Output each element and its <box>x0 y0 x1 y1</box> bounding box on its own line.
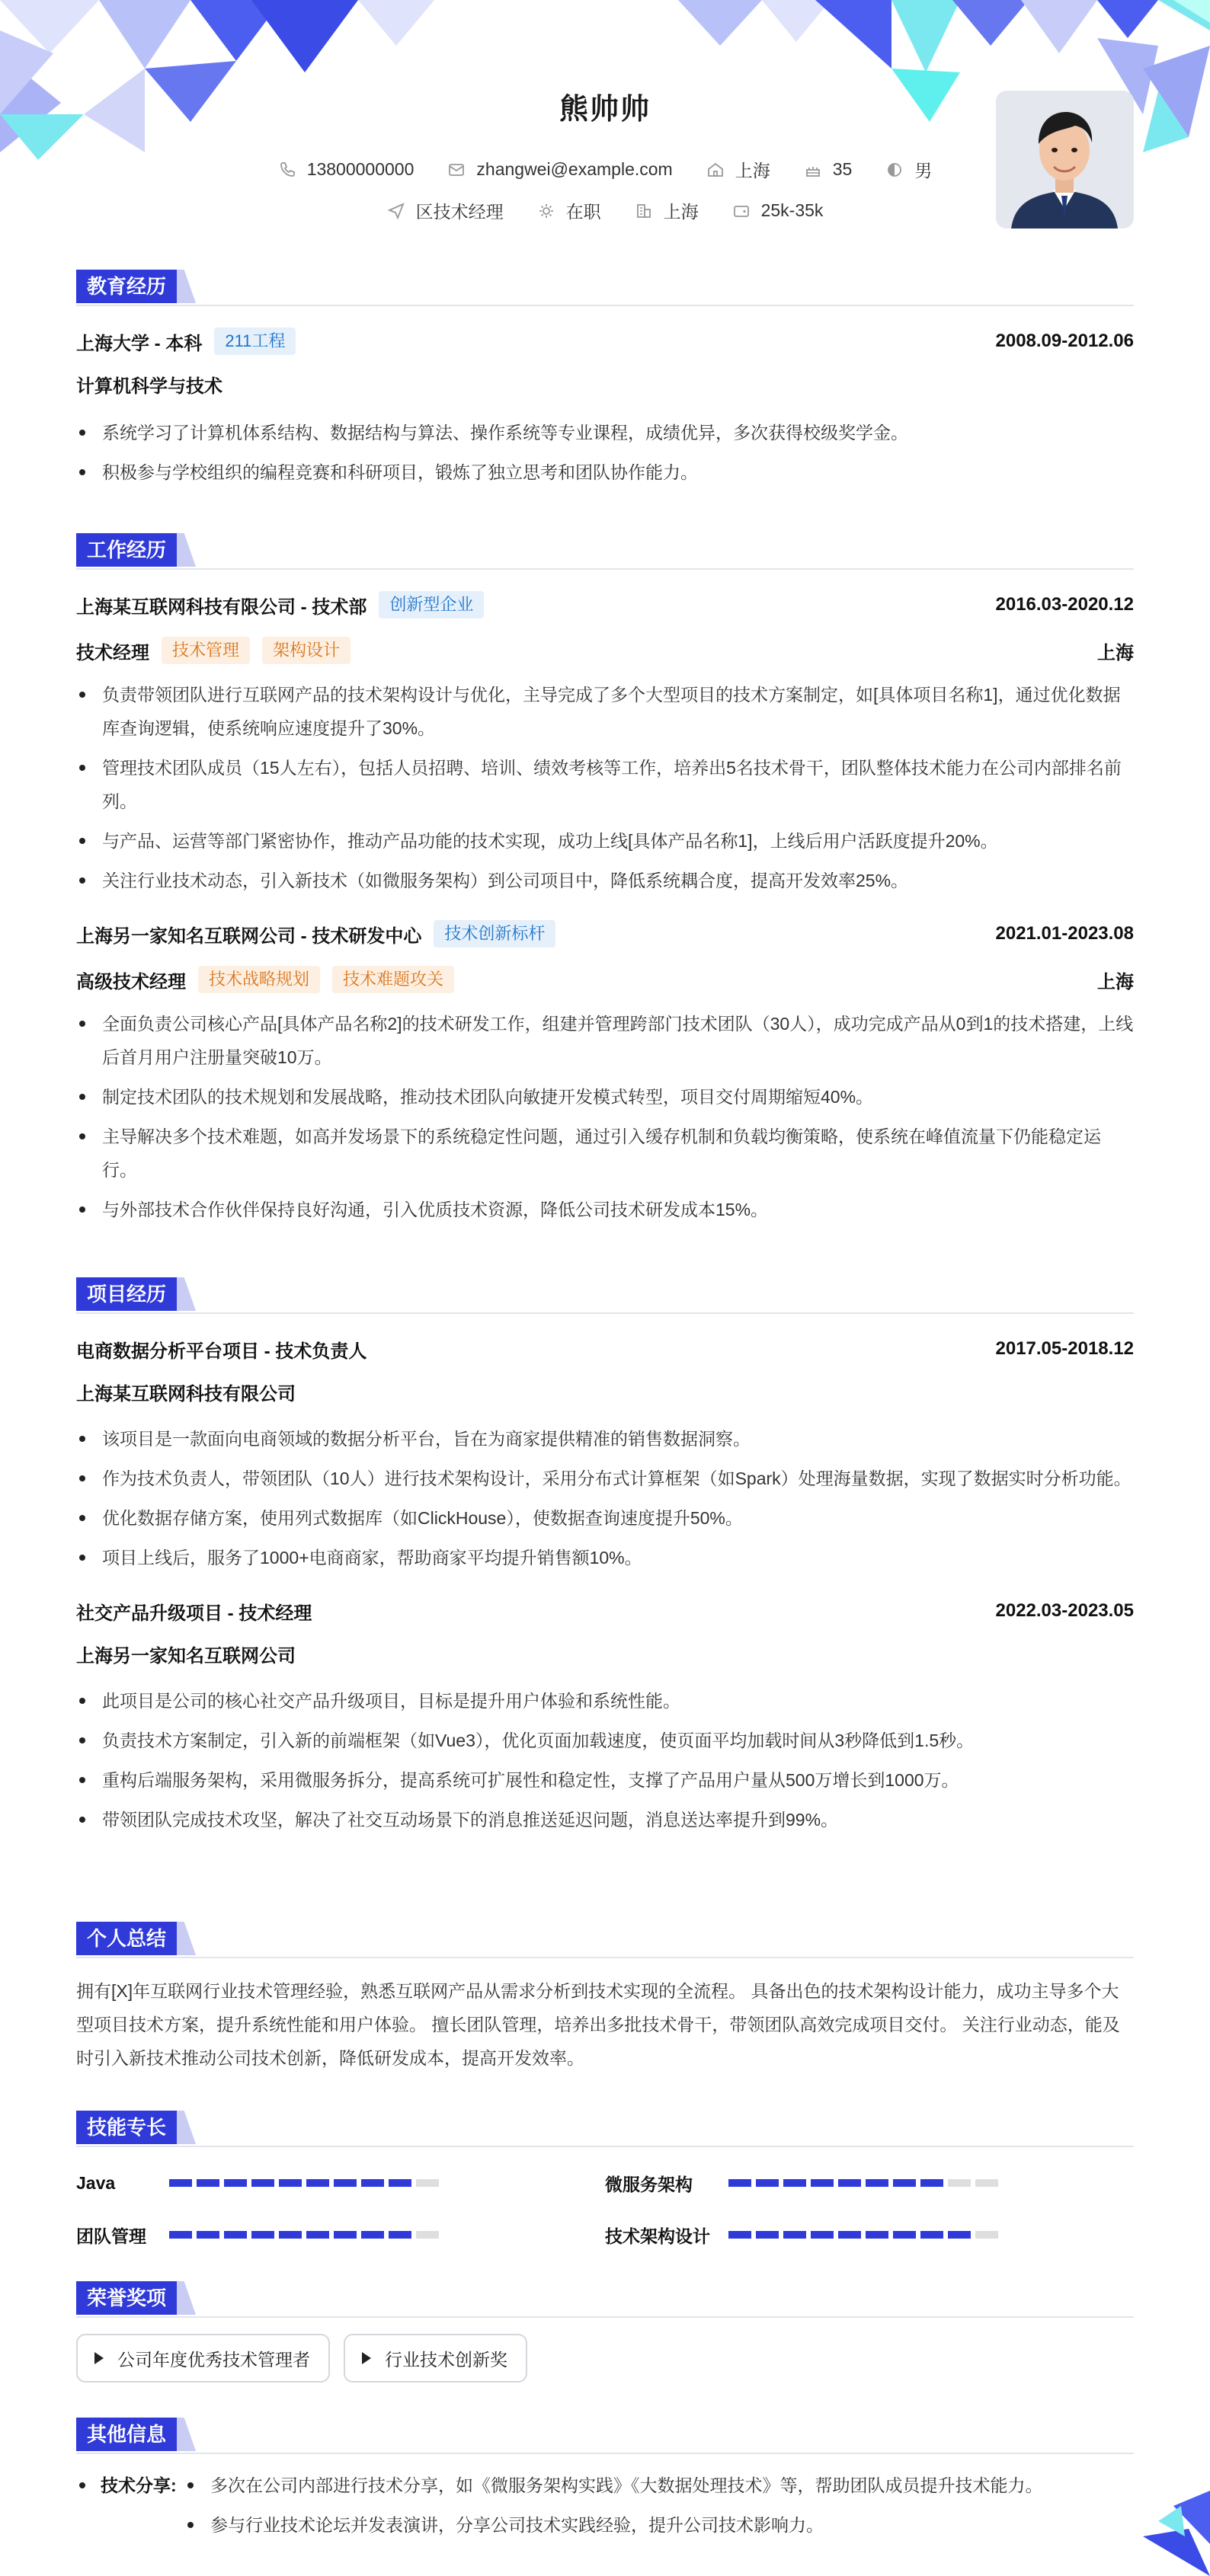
skill-segment-filled <box>169 2179 192 2187</box>
status-gear-icon <box>537 202 555 220</box>
tech-sharing-list <box>183 2466 1043 2545</box>
skill-segment-filled <box>920 2231 943 2239</box>
skill-name: 技术架构设计 <box>605 2226 710 2246</box>
triangle-icon <box>362 2352 371 2364</box>
skill-segment-empty <box>416 2179 439 2187</box>
skill-item <box>605 2209 1134 2261</box>
job-city: 上海 <box>1097 642 1134 663</box>
skill-level-bar <box>728 2231 1003 2239</box>
project-bullets <box>76 1684 1134 1836</box>
other-title: 其他信息 <box>76 2418 177 2451</box>
list-item: 全面负责公司核心产品[具体产品名称2]的技术研发工作，组建并管理跨部门技术团队（30人），成功完成产品从0到1的技术搭建，上线后首月用户注册量突破10万。 <box>76 1007 1134 1074</box>
heading-divider <box>76 2453 1134 2454</box>
target-city-item <box>635 198 699 223</box>
skill-segment-filled <box>756 2231 779 2239</box>
triangle-icon <box>94 2352 104 2364</box>
skill-segment-filled <box>838 2231 861 2239</box>
heading-divider <box>76 568 1134 570</box>
work-heading <box>76 531 1134 569</box>
project-name: 社交产品升级项目 - 技术经理 <box>76 1603 312 1624</box>
skill-segment-filled <box>361 2231 384 2239</box>
skills-grid <box>76 2157 1134 2261</box>
major: 计算机科学与技术 <box>76 376 222 397</box>
list-item: 优化数据存储方案，使用列式数据库（如ClickHouse），使数据查询速度提升50%。 <box>76 1501 1134 1535</box>
education-heading <box>76 267 1134 305</box>
heading-tail <box>174 270 196 303</box>
list-item: 负责带领团队进行互联网产品的技术架构设计与优化，主导完成了多个大型项目的技术方案制定，如[具体项目名称1]，通过优化数据库查询逻辑，使系统响应速度提升了30%。 <box>76 678 1134 745</box>
project-name: 电商数据分析平台项目 - 技术负责人 <box>76 1341 367 1362</box>
projects-title: 项目经历 <box>76 1277 177 1311</box>
skill-segment-filled <box>728 2231 751 2239</box>
list-item: 带领团队完成技术攻坚，解决了社交互动场景下的消息推送延迟问题，消息送达率提升到99%。 <box>76 1803 1134 1836</box>
job-city: 上海 <box>1097 971 1134 992</box>
heading-divider <box>76 1957 1134 1958</box>
awards-list <box>76 2334 1134 2383</box>
heading-tail <box>174 1277 196 1311</box>
skill-segment-filled <box>251 2231 274 2239</box>
position-text: 区技术经理 <box>415 202 504 222</box>
skill-item <box>605 2157 1134 2209</box>
role-tag: 技术战略规划 <box>198 966 320 993</box>
skill-segment-filled <box>389 2179 411 2187</box>
location-item <box>706 157 770 182</box>
list-item: 该项目是一款面向电商领域的数据分析平台，旨在为商家提供精准的销售数据洞察。 <box>76 1422 1134 1456</box>
skill-segment-filled <box>334 2231 357 2239</box>
heading-divider <box>76 2146 1134 2147</box>
list-item: 制定技术团队的技术规划和发展战略，推动技术团队向敏捷开发模式转型，项目交付周期缩短40%。 <box>76 1080 1134 1114</box>
education-section <box>76 267 1134 495</box>
role-tag: 技术管理 <box>162 637 250 664</box>
awards-section <box>76 2279 1134 2383</box>
project-company: 上海另一家知名互联网公司 <box>76 1646 296 1667</box>
location-text: 上海 <box>735 161 770 181</box>
list-item: 负责技术方案制定，引入新的前端框架（如Vue3），优化页面加载速度，使页面平均加载时间从3秒降低到1.5秒。 <box>76 1724 1134 1757</box>
phone-item <box>278 159 415 180</box>
salary-item <box>732 200 824 221</box>
list-item: 管理技术团队成员（15人左右），包括人员招聘、培训、绩效考核等工作，培养出5名技术骨干，团队整体技术能力在公司内部排名前列。 <box>76 751 1134 818</box>
summary-section <box>76 1919 1134 2075</box>
heading-tail <box>174 533 196 567</box>
skill-segment-filled <box>389 2231 411 2239</box>
skill-level-bar <box>169 2231 443 2239</box>
skill-segment-filled <box>811 2231 834 2239</box>
project-date: 2017.05-2018.12 <box>995 1338 1134 1359</box>
projects-section <box>76 1275 1134 1843</box>
mail-icon <box>447 161 466 179</box>
projects-heading <box>76 1275 1134 1313</box>
list-item: 与外部技术合作伙伴保持良好沟通，引入优质技术资源，降低公司技术研发成本15%。 <box>76 1193 1134 1226</box>
salary-text: 25k-35k <box>760 200 824 220</box>
skill-name: 团队管理 <box>76 2226 146 2246</box>
list-item: 参与行业技术论坛并发表演讲，分享公司技术实践经验，提升公司技术影响力。 <box>183 2505 1043 2545</box>
skill-segment-filled <box>279 2179 302 2187</box>
list-item: 项目上线后，服务了1000+电商商家，帮助商家平均提升销售额10%。 <box>76 1541 1134 1574</box>
project-bullets <box>76 1422 1134 1574</box>
education-title: 教育经历 <box>76 270 177 303</box>
work-title: 工作经历 <box>76 533 177 567</box>
wallet-icon <box>732 202 751 220</box>
list-item: 重构后端服务架构，采用微服务拆分，提高系统可扩展性和稳定性，支撑了产品用户量从500万增长到1000万。 <box>76 1763 1134 1797</box>
award-chip <box>344 2334 527 2383</box>
phone-icon <box>278 161 296 179</box>
summary-heading <box>76 1919 1134 1958</box>
role-tag: 架构设计 <box>262 637 351 664</box>
building-icon <box>635 202 653 220</box>
awards-heading <box>76 2279 1134 2317</box>
skills-title: 技能专长 <box>76 2111 177 2144</box>
education-bullets <box>76 416 1134 489</box>
project-entry <box>76 1588 1134 1836</box>
heading-divider <box>76 2316 1134 2318</box>
gender-item <box>885 157 932 182</box>
job-role: 技术经理 <box>76 642 149 663</box>
skill-segment-filled <box>306 2179 329 2187</box>
skill-segment-empty <box>975 2231 998 2239</box>
email-text: zhangwei@example.com <box>476 159 673 179</box>
school-name: 上海大学 - 本科 <box>76 333 203 354</box>
target-city-text: 上海 <box>663 202 699 222</box>
project-company: 上海某互联网科技有限公司 <box>76 1384 296 1405</box>
skill-segment-filled <box>334 2179 357 2187</box>
skill-segment-filled <box>306 2231 329 2239</box>
list-item: 此项目是公司的核心社交产品升级项目，目标是提升用户体验和系统性能。 <box>76 1684 1134 1718</box>
heading-tail <box>174 2418 196 2451</box>
list-item: 系统学习了计算机体系结构、数据结构与算法、操作系统等专业课程，成绩优异，多次获得校级奖学金。 <box>76 416 1134 449</box>
skill-level-bar <box>728 2179 1003 2187</box>
job-date: 2021.01-2023.08 <box>995 923 1134 944</box>
gender-icon <box>885 161 904 179</box>
email-item <box>447 159 672 180</box>
skill-name: Java <box>76 2172 116 2193</box>
work-section <box>76 531 1134 1232</box>
company-name: 上海某互联网科技有限公司 - 技术部 <box>76 596 367 618</box>
skill-segment-filled <box>811 2179 834 2187</box>
skill-segment-filled <box>728 2179 751 2187</box>
skill-segment-filled <box>783 2179 806 2187</box>
job-bullets <box>76 678 1134 897</box>
skill-segment-filled <box>948 2231 971 2239</box>
skill-item <box>76 2209 605 2261</box>
award-chip <box>76 2334 330 2383</box>
list-item: 多次在公司内部进行技术分享，如《微服务架构实践》《大数据处理技术》等，帮助团队成员提升技术能力。 <box>183 2466 1043 2505</box>
job-entry <box>76 911 1134 1226</box>
skill-segment-filled <box>838 2179 861 2187</box>
skill-segment-filled <box>251 2179 274 2187</box>
skill-item <box>76 2157 605 2209</box>
cake-icon <box>804 161 822 179</box>
skill-segment-filled <box>893 2231 916 2239</box>
education-date: 2008.09-2012.06 <box>995 331 1134 351</box>
heading-divider <box>76 305 1134 306</box>
project-entry <box>76 1326 1134 1574</box>
list-item: 关注行业技术动态，引入新技术（如微服务架构）到公司项目中，降低系统耦合度，提高开发效率25%。 <box>76 864 1134 897</box>
company-tag: 技术创新标杆 <box>434 920 555 948</box>
position-item <box>387 198 504 223</box>
send-icon <box>387 202 405 220</box>
project-date: 2022.03-2023.05 <box>995 1600 1134 1621</box>
job-entry <box>76 582 1134 897</box>
skill-segment-empty <box>948 2179 971 2187</box>
skill-level-bar <box>169 2179 443 2187</box>
job-date: 2016.03-2020.12 <box>995 594 1134 615</box>
skill-segment-empty <box>416 2231 439 2239</box>
age-text: 35 <box>832 159 853 179</box>
company-name: 上海另一家知名互联网公司 - 技术研发中心 <box>76 925 422 947</box>
other-section <box>76 2415 1134 2545</box>
education-entry <box>76 318 1134 364</box>
skill-segment-filled <box>224 2231 247 2239</box>
home-icon <box>706 161 725 179</box>
skill-segment-empty <box>975 2179 998 2187</box>
list-item: 积极参与学校组织的编程竞赛和科研项目，锻炼了独立思考和团队协作能力。 <box>76 455 1134 489</box>
role-tag: 技术难题攻关 <box>332 966 454 993</box>
skill-segment-filled <box>224 2179 247 2187</box>
skills-heading <box>76 2108 1134 2146</box>
skills-section <box>76 2108 1134 2261</box>
award-label: 行业技术创新奖 <box>385 2349 507 2370</box>
heading-tail <box>174 2281 196 2315</box>
skill-segment-filled <box>893 2179 916 2187</box>
tech-sharing-label: 技术分享: <box>76 2466 183 2545</box>
other-heading <box>76 2415 1134 2453</box>
job-bullets <box>76 1007 1134 1226</box>
company-tag: 创新型企业 <box>379 591 484 618</box>
tech-sharing <box>76 2466 1134 2545</box>
avatar-photo-icon <box>996 91 1134 229</box>
skill-segment-filled <box>866 2179 888 2187</box>
heading-tail <box>174 1922 196 1955</box>
phone-text: 13800000000 <box>306 159 415 179</box>
skill-name: 微服务架构 <box>605 2174 693 2194</box>
skill-segment-filled <box>866 2231 888 2239</box>
summary-text: 拥有[X]年互联网行业技术管理经验，熟悉互联网产品从需求分析到技术实现的全流程。 具备出色的技术架构设计能力，成功主导多个大型项目技术方案，提升系统性能和用户体验。 擅长团队管理，培养出多批技术骨干，带领团队高效完成项目交付。 关注行业动态，能及时引入新技术推动公司技术创新，降低研发成本，提高开发效率。 <box>76 1981 1120 2068</box>
heading-tail <box>174 2111 196 2144</box>
job-role: 高级技术经理 <box>76 971 186 992</box>
awards-title: 荣誉奖项 <box>76 2281 177 2315</box>
list-item: 主导解决多个技术难题，如高并发场景下的系统稳定性问题，通过引入缓存机制和负载均衡策略，使系统在峰值流量下仍能稳定运行。 <box>76 1120 1134 1187</box>
list-item: 与产品、运营等部门紧密协作，推动产品功能的技术实现，成功上线[具体产品名称1]，上线后用户活跃度提升20%。 <box>76 824 1134 858</box>
avatar <box>996 91 1134 229</box>
age-item <box>804 159 853 180</box>
summary-title: 个人总结 <box>76 1922 177 1955</box>
skill-segment-filled <box>920 2179 943 2187</box>
heading-divider <box>76 1312 1134 1314</box>
candidate-name: 熊帅帅 <box>559 94 651 126</box>
list-item: 作为技术负责人，带领团队（10人）进行技术架构设计，采用分布式计算框架（如Spark）处理海量数据，实现了数据实时分析功能。 <box>76 1462 1134 1495</box>
status-item <box>537 198 601 223</box>
footer-decoration <box>1128 2491 1210 2576</box>
skill-segment-filled <box>197 2231 219 2239</box>
award-label: 公司年度优秀技术管理者 <box>117 2349 310 2370</box>
gender-text: 男 <box>914 161 933 181</box>
school-tag: 211工程 <box>214 328 296 355</box>
skill-segment-filled <box>783 2231 806 2239</box>
skill-segment-filled <box>197 2179 219 2187</box>
skill-segment-filled <box>361 2179 384 2187</box>
skill-segment-filled <box>279 2231 302 2239</box>
status-text: 在职 <box>565 202 601 222</box>
skill-segment-filled <box>756 2179 779 2187</box>
skill-segment-filled <box>169 2231 192 2239</box>
